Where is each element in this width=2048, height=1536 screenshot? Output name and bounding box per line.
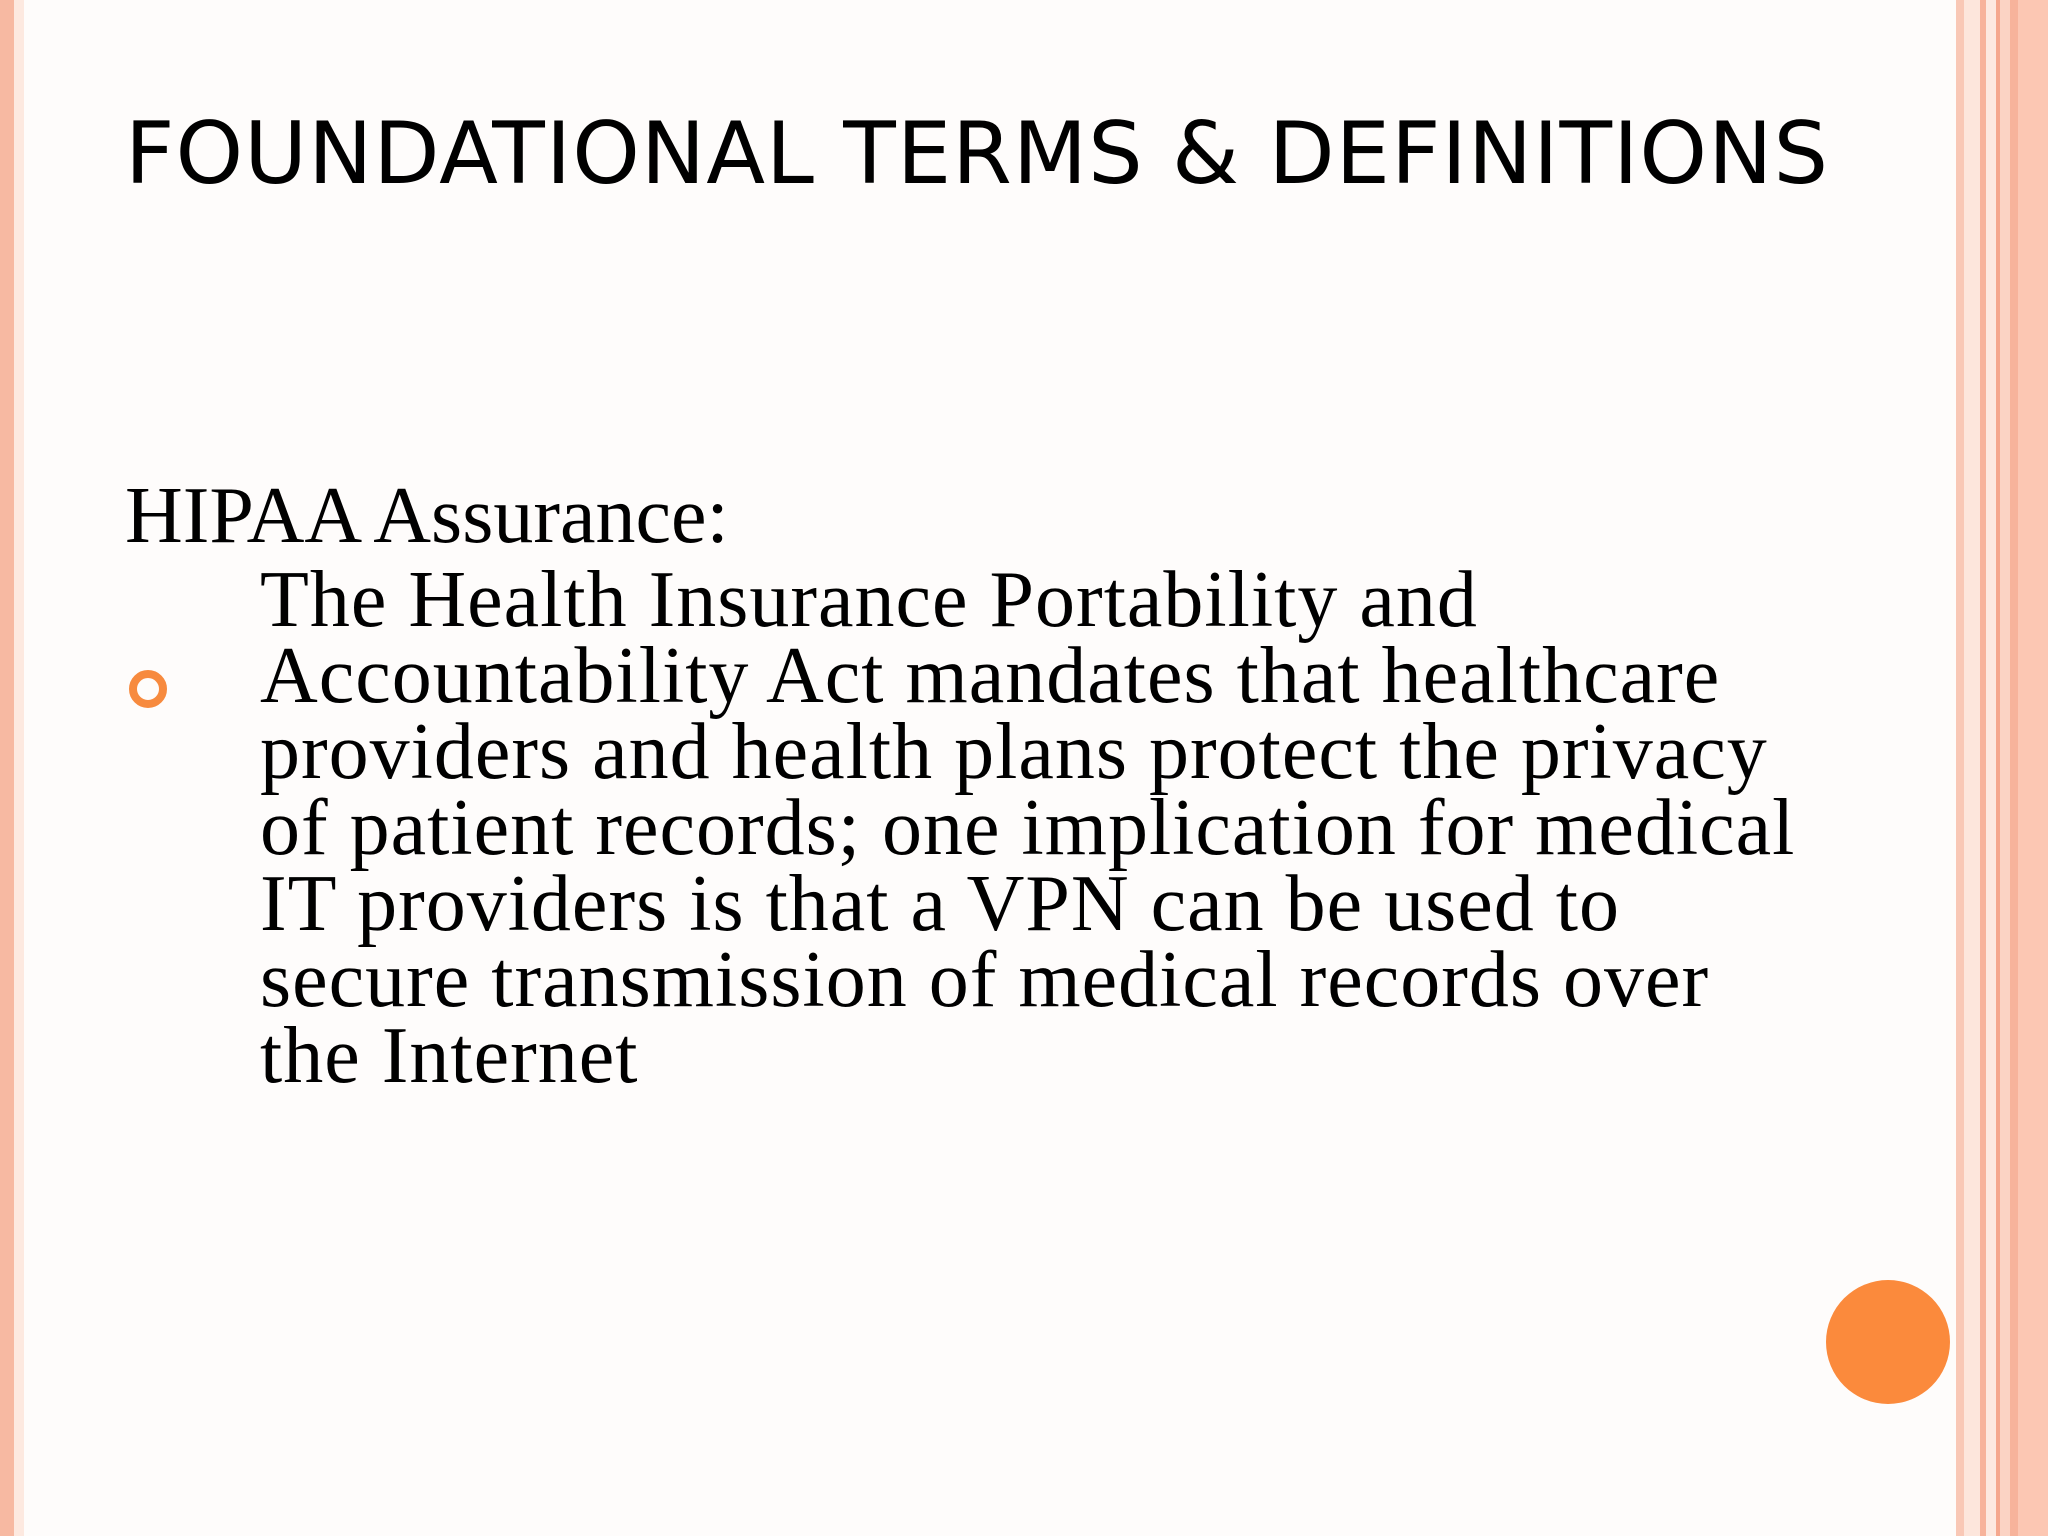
bullet-text: The Health Insurance Portability and Accountability Act mandates that healthcare providers and health plans protect the privacy of patient records; one implication for medical IT providers is that a VPN can be used to secure transmission of medical records over the Internet: [260, 556, 1796, 1100]
right-border-stripe-1: [1956, 0, 1964, 1536]
right-border-stripe-8: [2018, 0, 2048, 1536]
term-heading: HIPAA Assurance:: [125, 472, 729, 560]
right-border-stripe-4: [1986, 0, 1996, 1536]
slide-body: [125, 470, 1825, 1100]
slide-title: FOUNDATIONAL TERMS & DEFINITIONS: [125, 104, 1830, 204]
right-border-stripe-7: [2010, 0, 2018, 1536]
hollow-circle-bullet-icon: [129, 670, 167, 708]
orange-dot-icon: [1826, 1280, 1950, 1404]
right-border-stripe-6: [2000, 0, 2010, 1536]
right-border-stripe-2: [1964, 0, 1980, 1536]
left-border-stripe: [0, 0, 14, 1536]
left-border-edge: [14, 0, 24, 1536]
bullet-item: [125, 556, 1825, 1100]
